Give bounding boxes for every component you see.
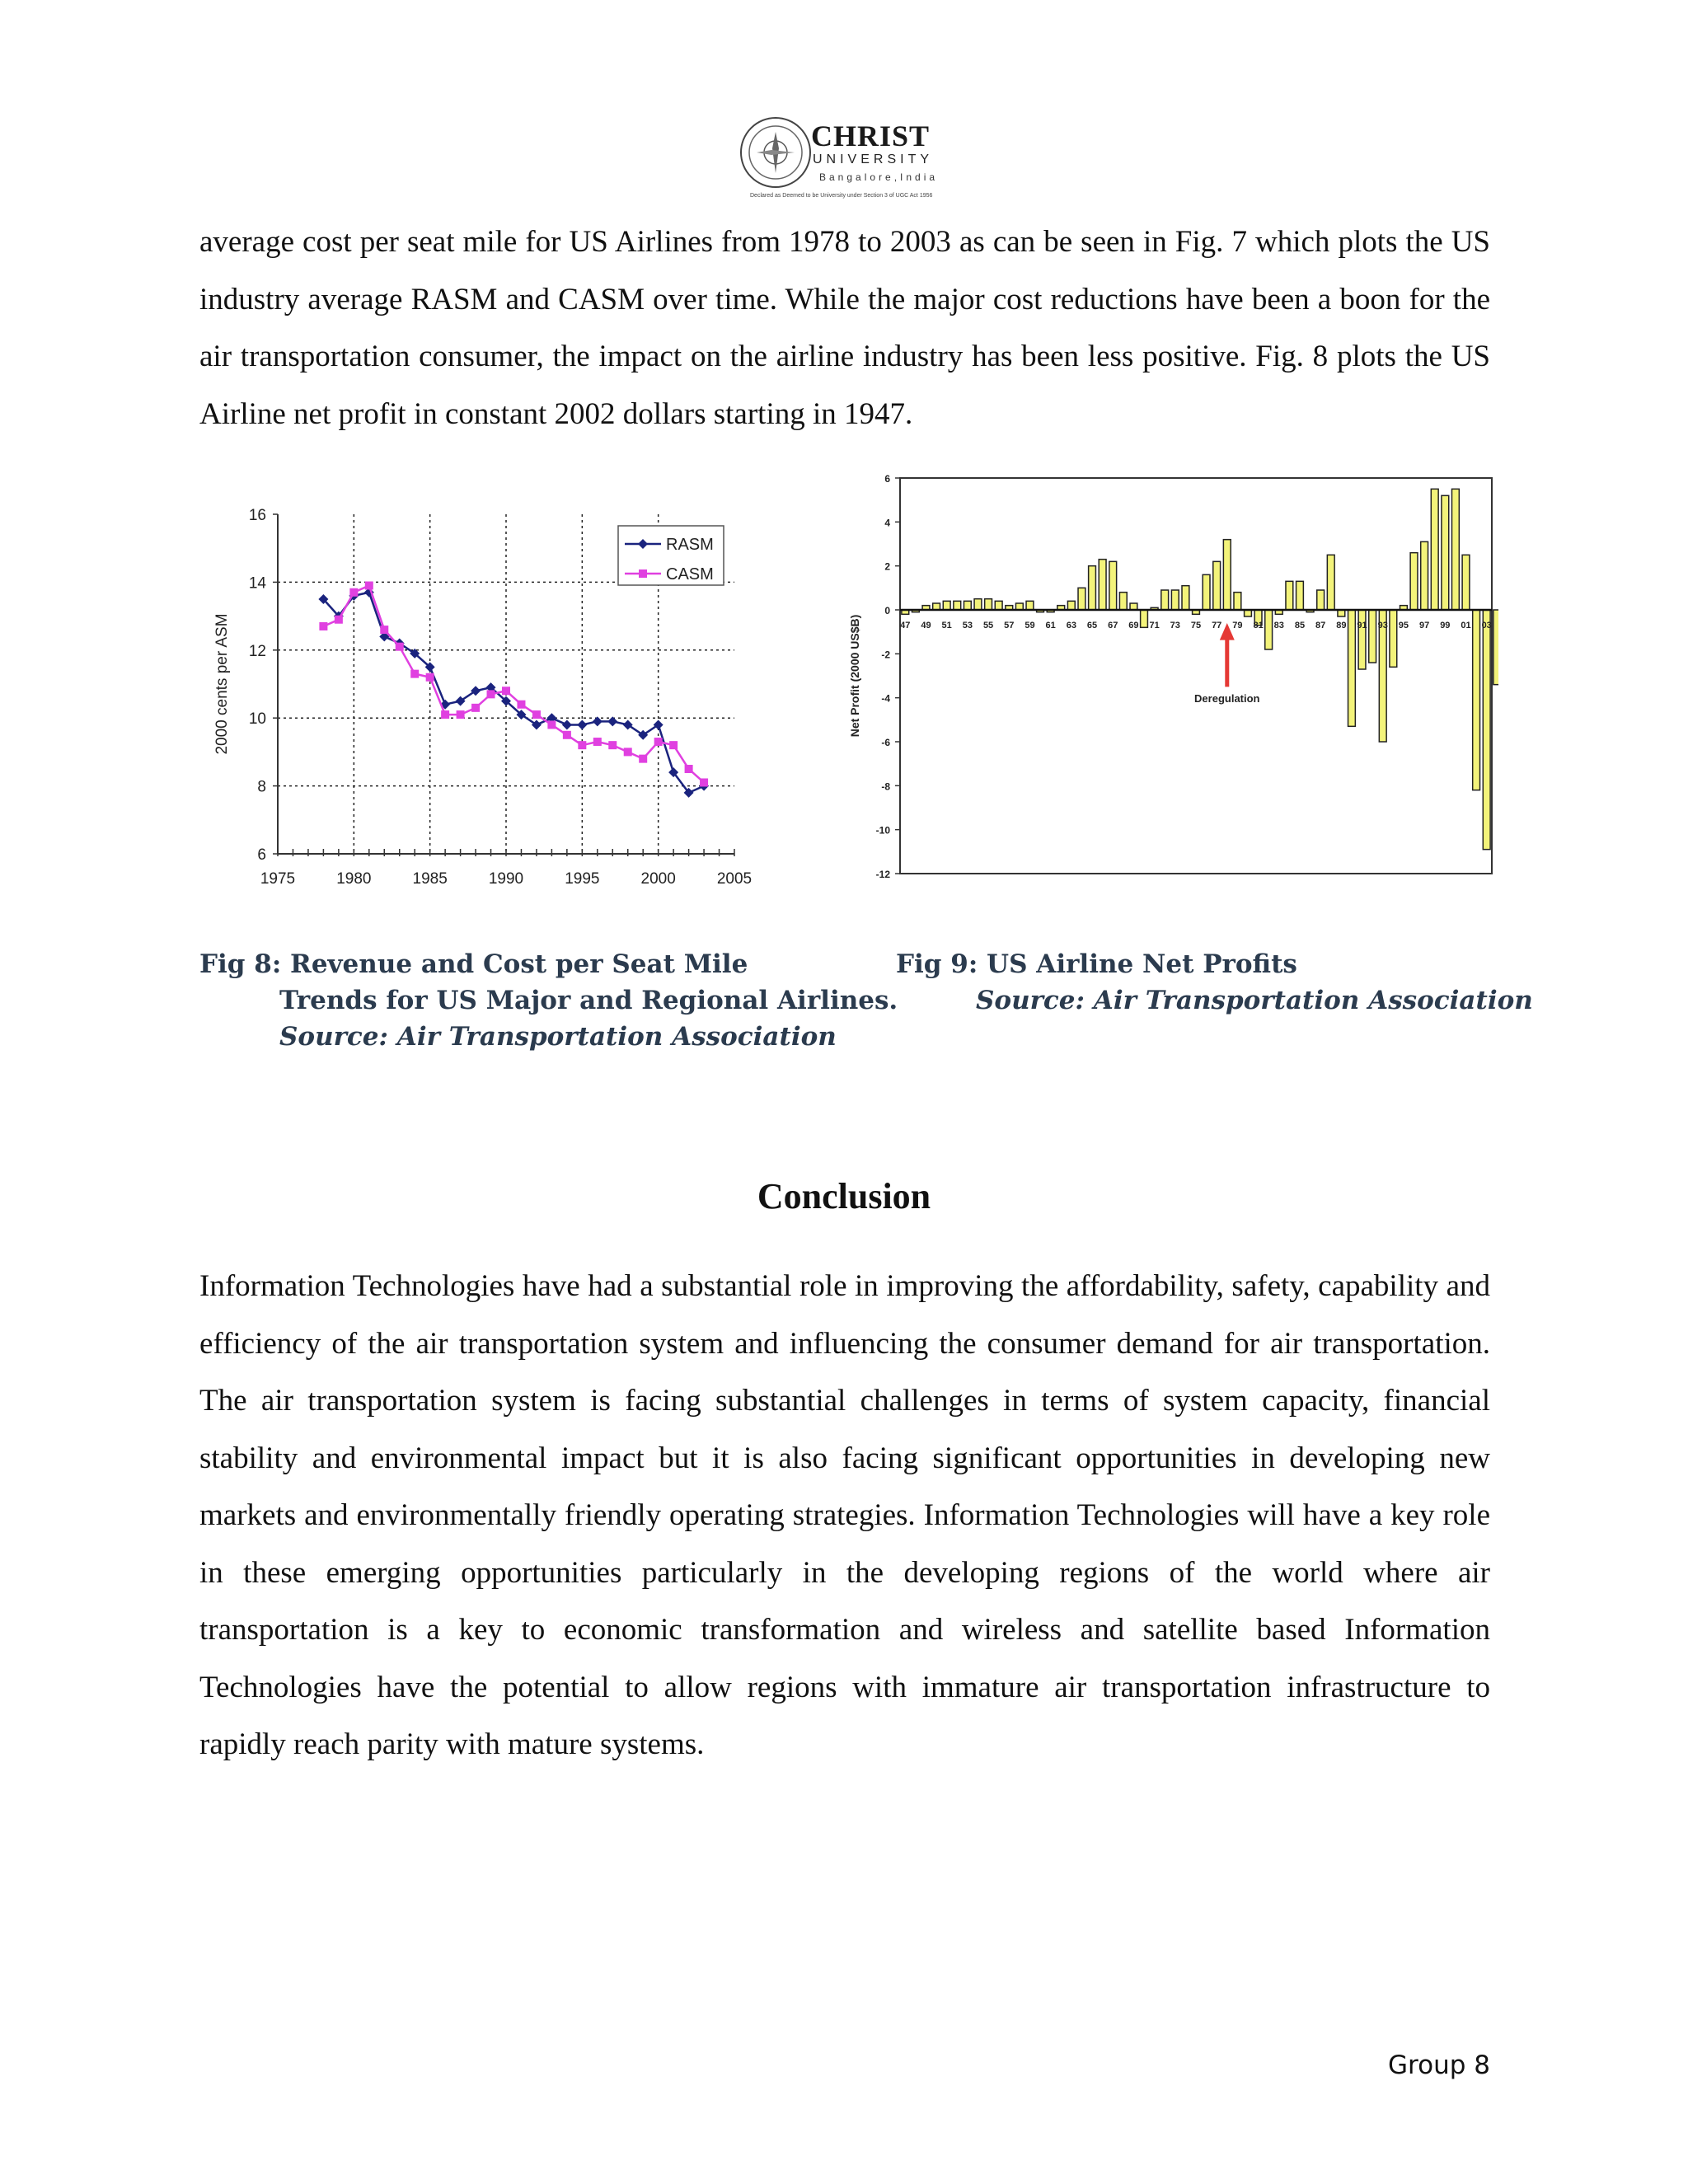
x-tick-label: 55 <box>982 621 994 630</box>
x-tick-label: 57 <box>1004 621 1015 630</box>
x-tick-label: 67 <box>1108 621 1118 630</box>
y-tick-label: 8 <box>257 778 266 796</box>
data-point-casm <box>410 670 419 678</box>
y-tick-label: -10 <box>875 824 890 837</box>
x-tick-label: 1985 <box>412 870 448 888</box>
profit-bar <box>1493 610 1498 685</box>
university-seal-icon <box>738 115 813 190</box>
university-name: CHRIST <box>811 120 931 152</box>
x-tick-label: 81 <box>1253 621 1264 630</box>
fig9-caption <box>896 946 1533 1019</box>
x-tick-label: 89 <box>1336 621 1347 630</box>
x-tick-label: 99 <box>1440 621 1451 630</box>
data-point-casm <box>471 704 480 712</box>
data-point-casm <box>700 778 708 786</box>
university-location: Bangalore,India <box>819 171 939 183</box>
x-tick-label: 69 <box>1128 621 1139 630</box>
x-tick-label: 79 <box>1232 621 1243 630</box>
data-point-casm <box>517 701 525 709</box>
deregulation-annotation: Deregulation <box>1194 692 1260 705</box>
profit-bar <box>1067 601 1075 610</box>
profit-bar <box>1348 610 1356 726</box>
x-tick-label: 1980 <box>336 870 372 888</box>
profit-bar <box>1223 540 1231 610</box>
data-point-casm <box>639 755 647 763</box>
profit-bar <box>974 599 982 610</box>
x-tick-label: 97 <box>1418 621 1430 630</box>
profit-bar <box>954 601 961 610</box>
data-point-casm <box>578 741 586 749</box>
profit-bar <box>1296 581 1304 610</box>
fig9-caption-source: Source: Air Transportation Association <box>976 986 1533 1015</box>
fig8-caption-subtitle: Trends for US Major and Regional Airlines. <box>279 986 898 1015</box>
conclusion-paragraph: Information Technologies have had a substantial role in improving the affordability, safety, capability and efficiency of the air transportation system and influencing the consumer demand for air transportation. The air transportation system is facing substantial challenges in terms of system capacity, financial stability and environmental impact but it is also facing significant opportunities in developing new markets and environmentally friendly operating strategies. Information Technologies will have a key role in these emerging opportunities particularly in the developing regions of the world where air transportation is a key to economic transformation and wireless and satellite based Information Technologies have the potential to allow regions with immature air transportation infrastructure to rapidly reach parity with mature systems. <box>199 1269 1490 1761</box>
data-point-casm <box>502 687 510 695</box>
data-point-casm <box>380 626 388 634</box>
fig8-caption-title: Fig 8: Revenue and Cost per Seat Mile <box>199 949 748 979</box>
x-tick-label: 61 <box>1045 621 1056 630</box>
y-tick-label: 14 <box>248 574 266 593</box>
y-tick-label: -8 <box>881 780 890 793</box>
x-tick-label: 63 <box>1066 621 1076 630</box>
profit-bar <box>1358 610 1366 669</box>
profit-bar <box>1161 590 1169 610</box>
x-tick-label: 2005 <box>716 870 753 888</box>
profit-bar <box>1431 489 1438 610</box>
x-tick-label: 83 <box>1273 621 1284 630</box>
y-tick-label: 10 <box>248 710 266 729</box>
profit-bar <box>1265 610 1273 649</box>
x-tick-label: 03 <box>1481 621 1492 630</box>
x-tick-label: 71 <box>1149 621 1160 630</box>
data-point-casm <box>685 765 693 773</box>
profit-bar <box>1317 590 1325 610</box>
x-tick-label: 93 <box>1377 621 1388 630</box>
profit-bar <box>1078 588 1085 610</box>
y-tick-label: 6 <box>257 846 266 864</box>
y-tick-label: 16 <box>248 507 266 524</box>
university-logo <box>738 115 950 203</box>
profit-bar <box>943 601 950 610</box>
y-tick-label: -12 <box>875 869 890 880</box>
data-point-casm <box>654 738 663 746</box>
data-point-casm <box>426 673 434 682</box>
rasm-casm-line-chart <box>202 499 767 903</box>
plot-area <box>900 478 1492 874</box>
fig9-caption-title: Fig 9: US Airline Net Profits <box>896 949 1297 979</box>
x-tick-label: 1995 <box>565 870 600 888</box>
legend-label-rasm: RASM <box>666 536 714 554</box>
profit-bar <box>985 599 992 610</box>
profit-bar <box>1109 561 1117 610</box>
fig8-caption-source: Source: Air Transportation Association <box>279 1022 837 1052</box>
profit-bar <box>1234 593 1241 610</box>
data-point-casm <box>349 588 358 597</box>
legend-marker <box>639 569 647 578</box>
y-tick-label: 4 <box>884 517 890 529</box>
x-tick-label: 65 <box>1086 621 1098 630</box>
x-tick-label: 73 <box>1170 621 1180 630</box>
profit-bar <box>1421 541 1428 610</box>
intro-paragraph: average cost per seat mile for US Airlines from 1978 to 2003 as can be seen in Fig. 7 which plots the US industry average RASM and CASM over time. While the major cost reductions have been a boon for the air transportation consumer, the impact on the airline industry has been less positive. Fig. 8 plots the US Airline net profit in constant 2002 dollars starting in 1947. <box>199 225 1490 431</box>
x-tick-label: 85 <box>1294 621 1306 630</box>
x-tick-label: 87 <box>1315 621 1326 630</box>
university-word: UNIVERSITY <box>813 152 934 166</box>
x-tick-label: 1990 <box>488 870 524 888</box>
profit-bar <box>1213 561 1221 610</box>
data-point-casm <box>532 710 541 719</box>
profit-bar <box>1089 566 1096 610</box>
profit-bar <box>1410 553 1418 610</box>
data-point-casm <box>396 643 404 651</box>
profit-bar <box>1462 555 1470 610</box>
profit-bar <box>1141 610 1148 627</box>
profit-bar <box>1171 590 1179 610</box>
net-profit-bar-chart <box>841 468 1498 882</box>
profit-bar <box>1099 560 1106 610</box>
profit-bar <box>1483 610 1490 850</box>
x-tick-label: 75 <box>1190 621 1202 630</box>
data-point-casm <box>319 622 327 630</box>
conclusion-heading: Conclusion <box>757 1176 931 1216</box>
university-declaration: Declared as Deemed to be University under Section 3 of UGC Act 1956 <box>750 193 933 199</box>
profit-bar <box>1182 586 1189 610</box>
x-tick-label: 59 <box>1025 621 1035 630</box>
data-point-casm <box>457 710 465 719</box>
data-point-casm <box>608 741 617 749</box>
y-tick-label: 12 <box>248 642 266 660</box>
profit-bar <box>1473 610 1480 790</box>
x-tick-label: 01 <box>1461 621 1471 630</box>
y-tick-label: 2 <box>884 560 890 573</box>
x-tick-label: 95 <box>1398 621 1409 630</box>
profit-bar <box>1442 495 1449 610</box>
data-point-casm <box>547 720 556 729</box>
chart-legend <box>618 526 724 585</box>
legend-label-casm: CASM <box>666 565 714 583</box>
y-tick-label: -6 <box>881 737 890 748</box>
x-tick-label: 51 <box>941 621 952 630</box>
data-point-casm <box>669 741 678 749</box>
data-point-casm <box>365 582 373 590</box>
data-point-casm <box>335 616 343 624</box>
profit-bar <box>1203 574 1210 610</box>
y-axis-label: 2000 cents per ASM <box>213 613 231 755</box>
fig8-caption <box>199 946 898 1055</box>
y-axis-label: Net Profit (2000 US$B) <box>848 614 861 738</box>
x-tick-label: 91 <box>1357 621 1367 630</box>
y-tick-label: 6 <box>884 473 890 485</box>
profit-bar <box>1369 610 1376 663</box>
profit-bar <box>1286 581 1293 610</box>
data-point-casm <box>441 710 449 719</box>
y-tick-label: -2 <box>881 649 890 661</box>
data-point-casm <box>563 731 571 739</box>
page-footer-group: Group 8 <box>1388 2050 1490 2080</box>
data-point-casm <box>487 690 495 698</box>
profit-bar <box>964 601 971 610</box>
x-tick-label: 1975 <box>260 870 296 888</box>
data-point-casm <box>593 738 602 746</box>
profit-bar <box>1452 489 1460 610</box>
x-tick-label: 77 <box>1212 621 1222 630</box>
profit-bar <box>1026 601 1034 610</box>
y-tick-label: -4 <box>881 692 890 705</box>
x-tick-label: 47 <box>900 621 911 630</box>
y-tick-label: 0 <box>884 605 890 616</box>
profit-bar <box>1119 593 1127 610</box>
profit-bar <box>1390 610 1397 667</box>
profit-bar <box>995 601 1002 610</box>
x-tick-label: 49 <box>921 621 931 630</box>
profit-bar <box>1327 555 1334 610</box>
x-tick-label: 53 <box>962 621 973 630</box>
x-tick-label: 2000 <box>640 870 676 888</box>
data-point-casm <box>624 748 632 756</box>
